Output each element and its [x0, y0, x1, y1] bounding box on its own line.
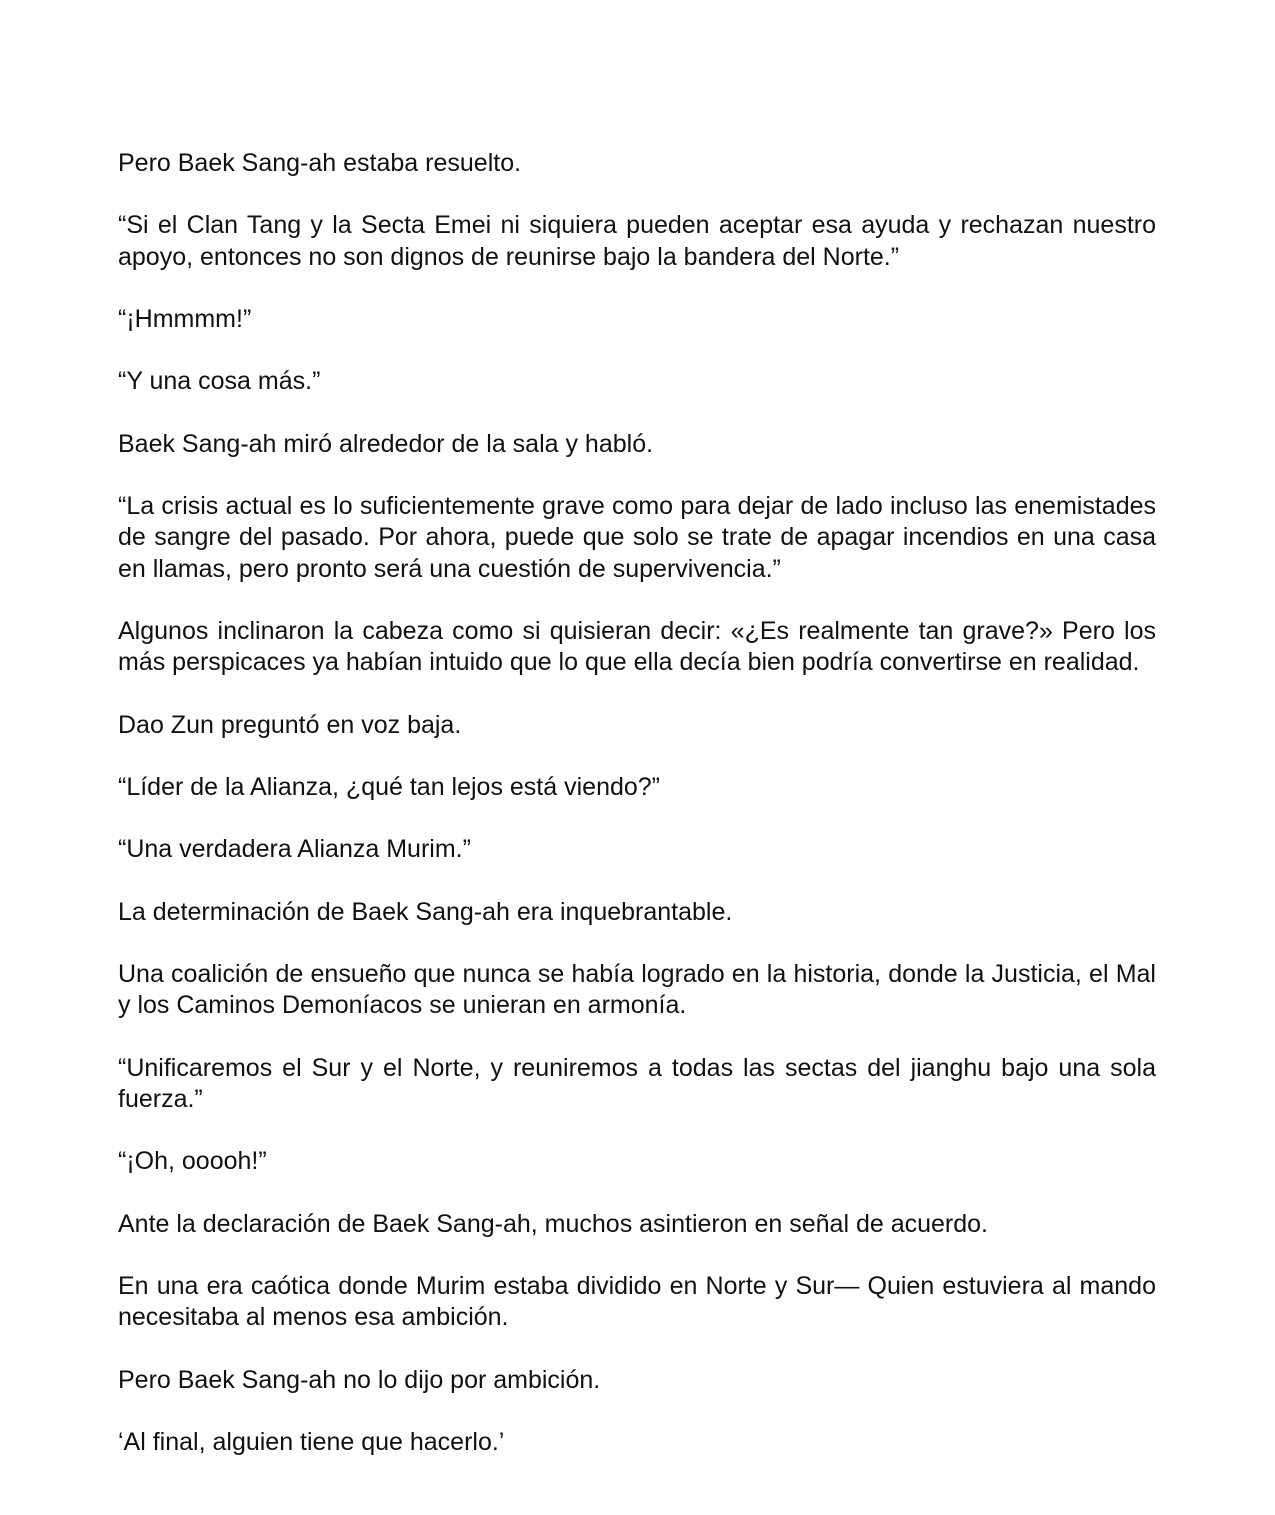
paragraph: Baek Sang-ah miró alrededor de la sala y habló.: [118, 429, 654, 458]
paragraph: “¡Oh, ooooh!”: [118, 1147, 267, 1176]
paragraph: ‘Al final, alguien tiene que hacerlo.’: [118, 1428, 505, 1457]
paragraph: Pero Baek Sang-ah estaba resuelto.: [118, 149, 522, 177]
paragraph: En una era caótica donde Murim estaba dividido en Norte y Sur— Quien estuviera al mando necesitaba al menos esa ambición.: [118, 1272, 1156, 1332]
paragraph: “¡Hmmmm!”: [118, 304, 252, 333]
paragraph: “Líder de la Alianza, ¿qué tan lejos está viendo?”: [118, 772, 661, 801]
document-page: [118, 148, 1156, 1489]
paragraph: Una coalición de ensueño que nunca se había logrado en la historia, donde la Justicia, el Mal y los Caminos Demoníacos se unieran en armonía.: [118, 960, 1156, 1020]
paragraph: “Una verdadera Alianza Murim.”: [118, 835, 471, 864]
paragraph: La determinación de Baek Sang-ah era inquebrantable.: [118, 897, 733, 926]
paragraph: Pero Baek Sang-ah no lo dijo por ambición.: [118, 1365, 601, 1394]
paragraph: Algunos inclinaron la cabeza como si quisieran decir: «¿Es realmente tan grave?» Pero los más perspicaces ya habían intuido que lo que ella decía bien podría convertirse en realidad.: [118, 616, 1156, 677]
paragraph: “Si el Clan Tang y la Secta Emei ni siquiera pueden aceptar esa ayuda y rechazan nuestro apoyo, entonces no son dignos de reunirse bajo la bandera del Norte.”: [118, 211, 1156, 271]
paragraph: Dao Zun preguntó en voz baja.: [118, 710, 462, 739]
paragraph: “La crisis actual es lo suficientemente grave como para dejar de lado incluso las enemistades de sangre del pasado. Por ahora, puede que solo se trate de apagar incendios en una casa en llamas, pero pronto será una cuestión de supervivencia.”: [118, 492, 1156, 583]
paragraph: Ante la declaración de Baek Sang-ah, muchos asintieron en señal de acuerdo.: [118, 1209, 989, 1238]
paragraph: “Y una cosa más.”: [118, 367, 321, 396]
paragraph: “Unificaremos el Sur y el Norte, y reuniremos a todas las sectas del jianghu bajo una sola fuerza.”: [118, 1053, 1156, 1113]
